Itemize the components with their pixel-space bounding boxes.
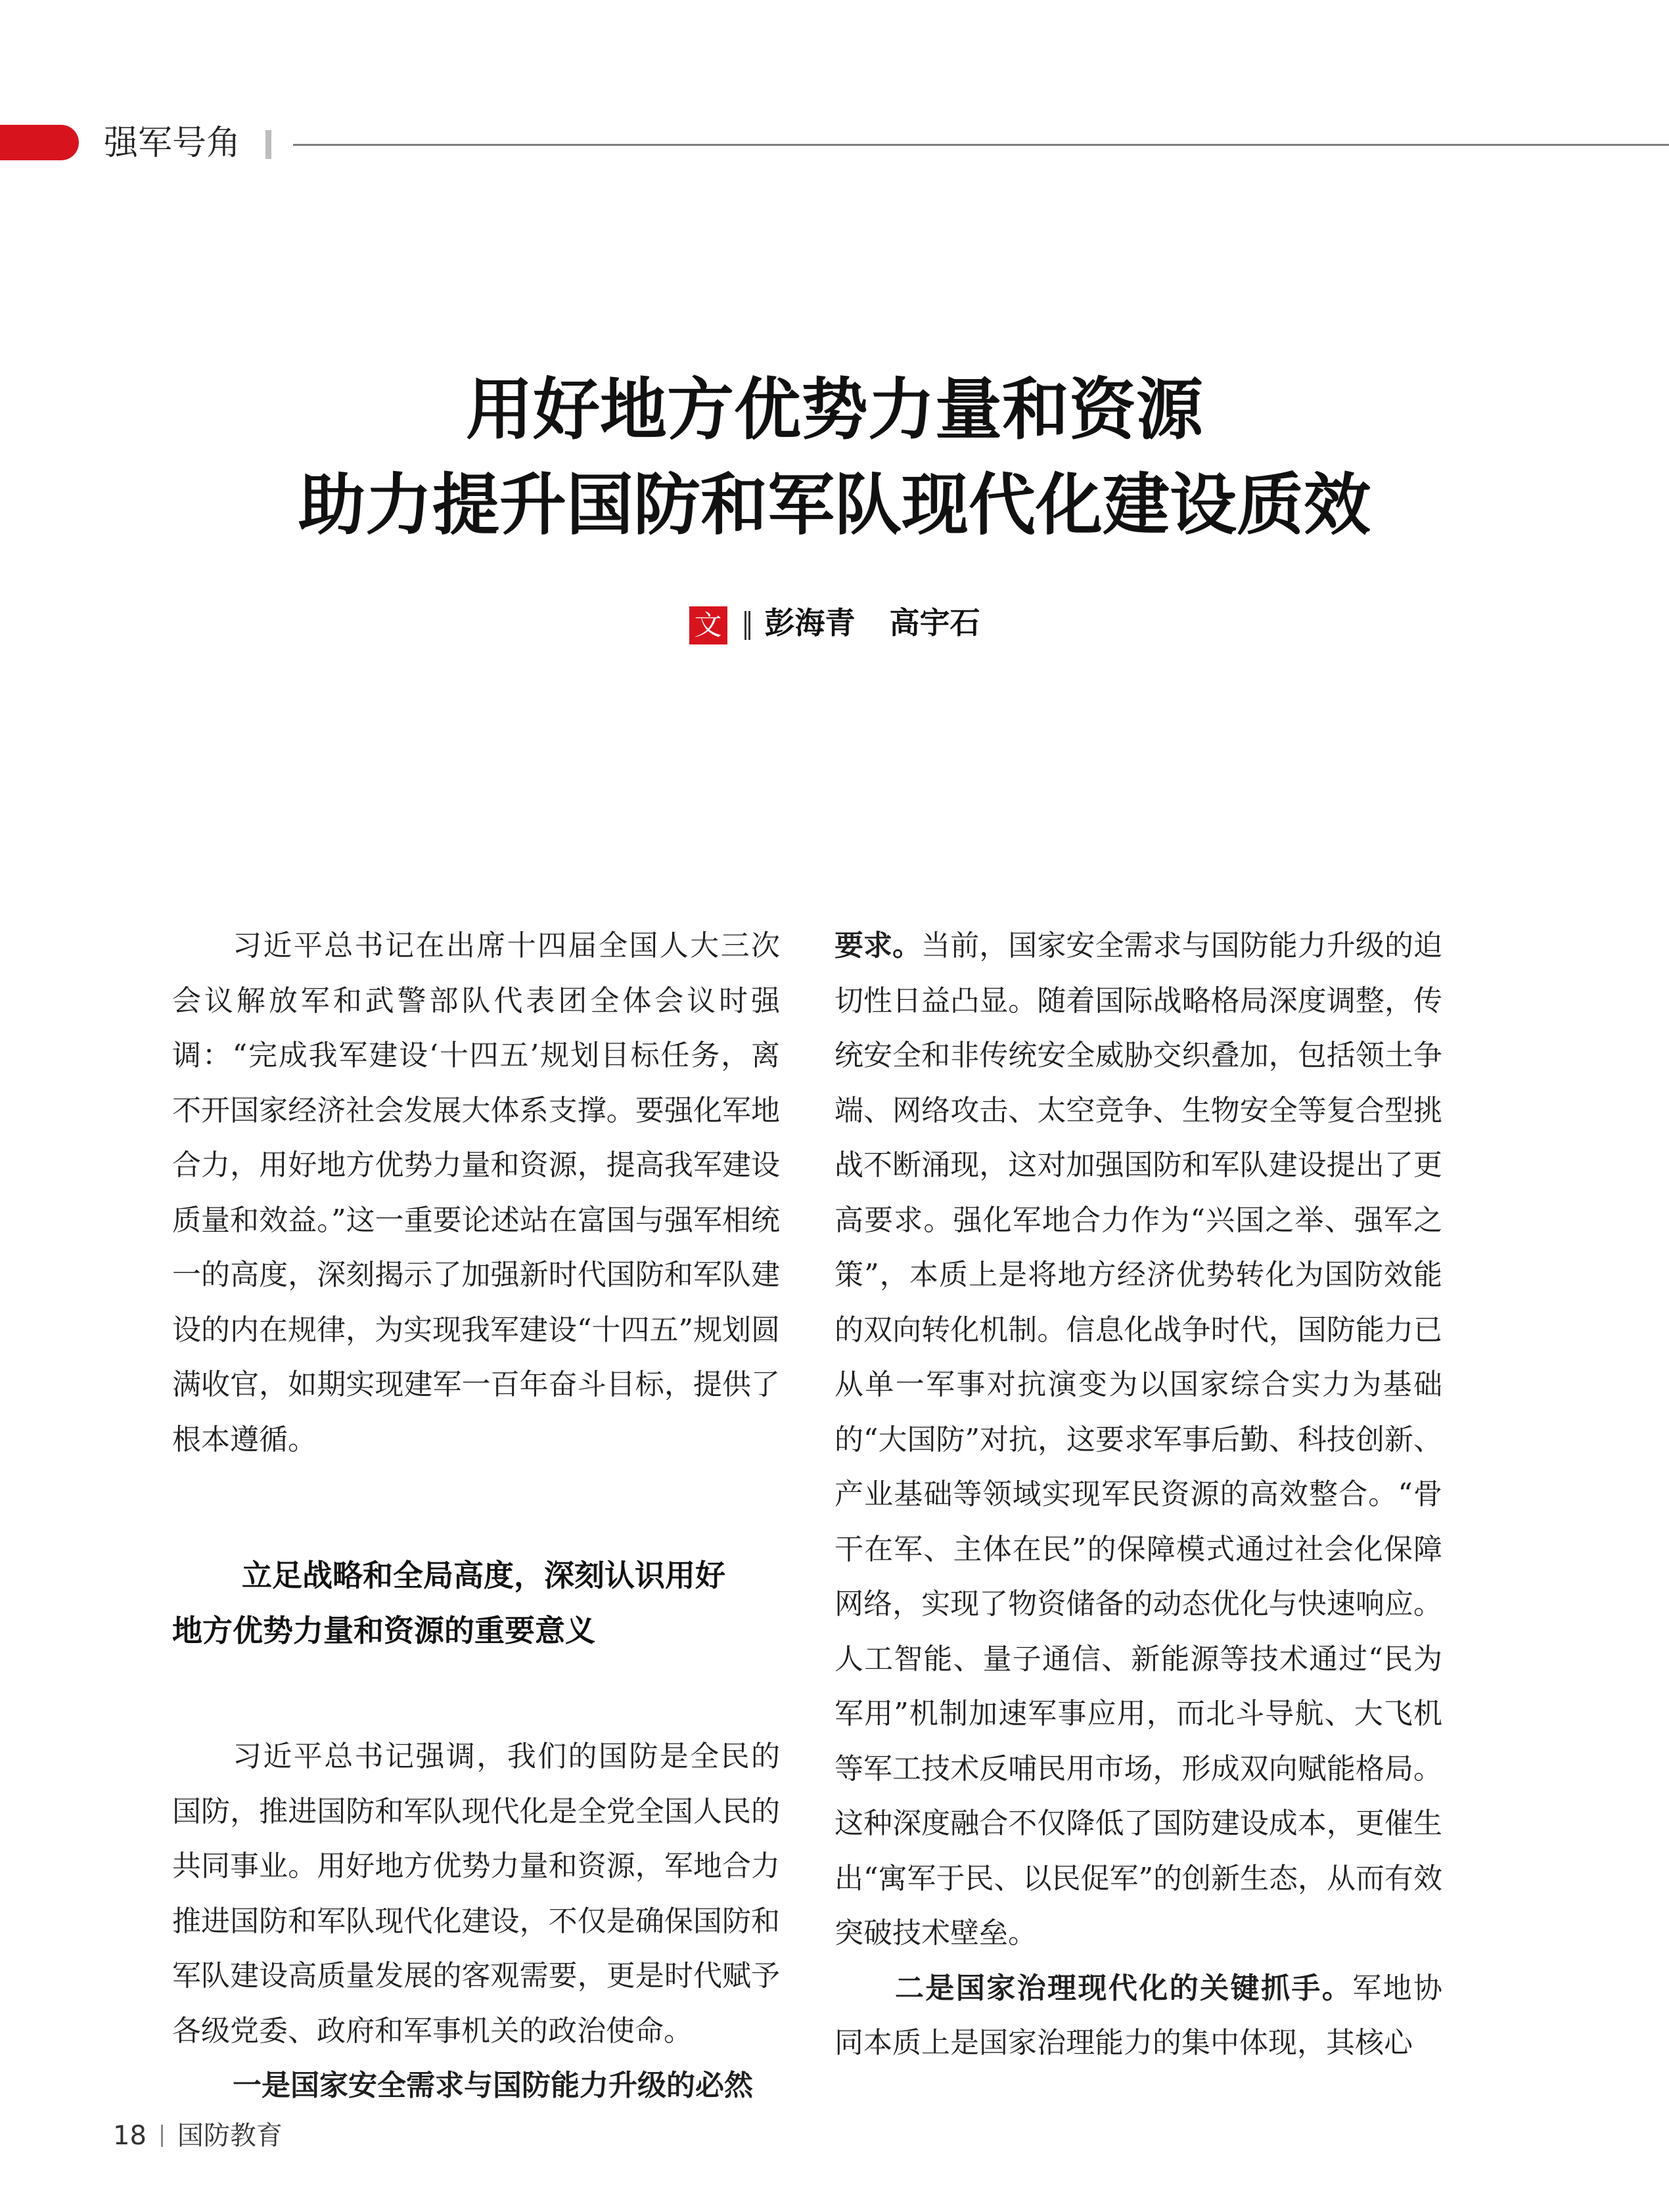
section-separator — [265, 130, 271, 159]
body-paragraph-bold-lead: 一是国家安全需求与国防能力升级的必然 — [233, 2069, 753, 2102]
body-paragraph: 习近平总书记在出席十四届全国人大三次会议解放军和武警部队代表团全体会议时强调：“完成我军建设‘十四五’规划目标任务，离不开国家经济社会发展大体系支撑。要强化军地合力，用好地方优势力量和资源，提高我军建设质量和效益。”这一重要论述站在富国与强军相统一的高度，深刻揭示了加强新时代国防和军队建设的内在规律，为实现我军建设“十四五”规划圆满收官，如期实现建军一百年奋斗目标，提供了根本遵循。 — [172, 929, 780, 1456]
bold-lead: 要求。 — [834, 929, 922, 962]
article-title-line2: 助力提升国防和军队现代化建设质效 — [298, 466, 1371, 545]
page-number: 18 — [113, 2121, 147, 2151]
section-subheading: 立足战略和全局高度，深刻认识用好 地方优势力量和资源的重要意义 — [172, 1558, 725, 1648]
body-paragraph: 要求。当前，国家安全需求与国防能力升级的迫切性日益凸显。随着国际战略格局深度调整，传统安全和非传统安全威胁交织叠加，包括领土争端、网络攻击、太空竞争、生物安全等复合型挑战不断涌现，这对加强国防和军队建设提出了更高要求。强化军地合力作为“兴国之举、强军之策”，本质上是将地方经济优势转化为国防效能的双向转化机制。信息化战争时代，国防能力已从单一军事对抗演变为以国家综合实力为基础的“大国防”对抗，这要求军事后勤、科技创新、产业基础等领域实现军民资源的高效整合。“骨干在军、主体在民”的保障模式通过社会化保障网络，实现了物资储备的动态优化与快速响应。人工智能、量子通信、新能源等技术通过“民为军用”机制加速军事应用，而北斗导航、大飞机等军工技术反哺民用市场，形成双向赋能格局。这种深度融合不仅降低了国防建设成本，更催生出“寓军于民、以民促军”的创新生态，从而有效突破技术壁垒。 — [834, 929, 1443, 1950]
section-color-bar — [0, 125, 79, 160]
publication-name: 国防教育 — [177, 2121, 283, 2151]
body-paragraph: 二是国家治理现代化的关键抓手。军地协同本质上是国家治理能力的集中体现，其核心 — [834, 1971, 1443, 2060]
byline-separator — [744, 611, 750, 640]
body-paragraph: 习近平总书记强调，我们的国防是全民的国防，推进国防和军队现代化是全党全国人民的共同事业。用好地方优势力量和资源，军地合力推进国防和军队现代化建设，不仅是确保国防和军队建设高质量发展的客观需要，更是时代赋予各级党委、政府和军事机关的政治使命。 — [172, 1740, 780, 2048]
author-name: 高宇石 — [889, 605, 980, 641]
byline — [0, 603, 1669, 644]
page-footer — [113, 2118, 283, 2154]
header-rule — [293, 144, 1669, 146]
left-column — [172, 918, 780, 2113]
article-title-line1: 用好地方优势力量和资源 — [466, 371, 1203, 449]
section-label: 强军号角 — [104, 124, 241, 163]
author-name: 彭海青 — [764, 605, 856, 641]
footer-separator — [161, 2125, 163, 2147]
byline-label-badge: 文 — [689, 606, 727, 644]
right-column — [834, 918, 1442, 2071]
bold-lead: 二是国家治理现代化的关键抓手。 — [895, 1971, 1353, 2005]
